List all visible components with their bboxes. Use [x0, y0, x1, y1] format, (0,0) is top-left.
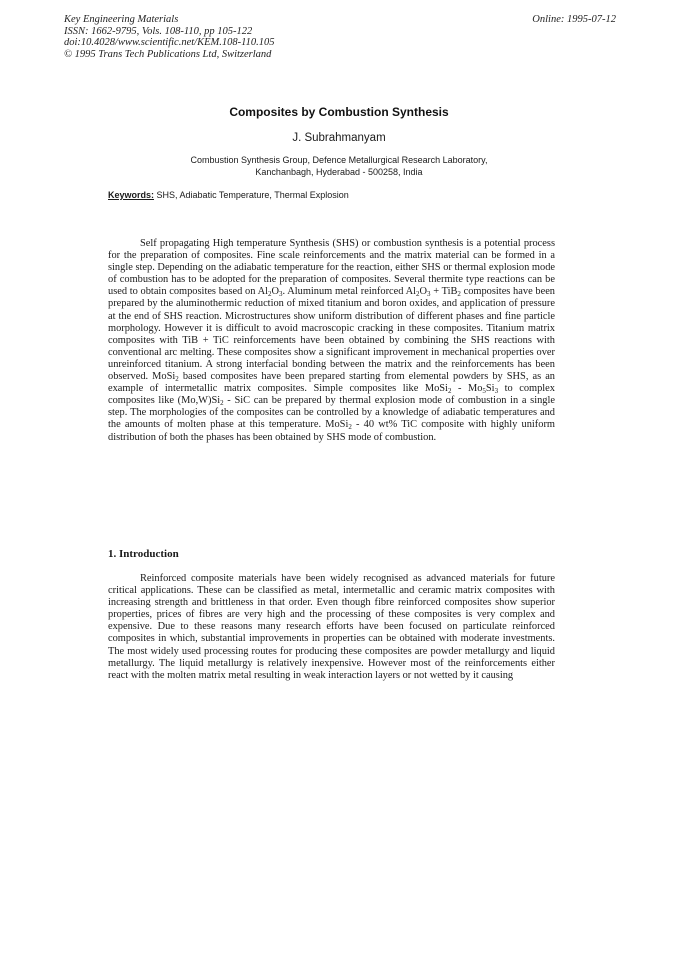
introduction-paragraph: Reinforced composite materials have been widely recognised as advanced materials for future critical applications. These can be classified as metal, intermetallic and ceramic matrix composites with increasing strength and brittleness in that order. Even though fibre reinforced composites show superior properties, prices of fibres are very high and the processing of these composites is very complex and expensive. Due to these reasons many research efforts have been focused on particulate reinforced composites in which, substantial improvements in properties can be obtained with moderate investments. The most widely used processing routes for producing these composites are powder metallurgy and liquid metallurgy. The liquid metallurgy is relatively inexpensive. However most of the reinforcements either react with the molten matrix metal resulting in weak interaction layers or not wetted by it causing	[108, 573, 555, 681]
journal-header	[64, 14, 274, 60]
paper-title: Composites by Combustion Synthesis	[229, 105, 449, 119]
doi-line[interactable]: doi:10.4028/www.scientific.net/KEM.108-110.105	[64, 37, 275, 48]
keywords-text: SHS, Adiabatic Temperature, Thermal Explosion	[156, 190, 349, 200]
section-heading-introduction: 1. Introduction	[108, 548, 179, 560]
affiliation-line-2: Kanchanbagh, Hyderabad - 500258, India	[255, 167, 423, 177]
abstract: Self propagating High temperature Synthesis (SHS) or combustion synthesis is a potential process for the preparation of composites. Fine scale reinforcements and the matrix material can be formed in a single step. Depending on the adiabatic temperature for the reaction, either SHS or thermal explosion mode of combustion has to be adopted for the preparation of composites. Several thermite type reactions can be used to obtain composites based on $Al_2O_3$. Aluminum metal reinforced $Al_2O_3 + TiB_2$ composites have been prepared by the aluminothermic reduction of mixed titanium and boron oxides, and application of pressure at the end of SHS reaction. Microstructures show uniform distribution of different phases and fine particle morphology. However it is difficult to avoid macroscopic cracking in these composites. Titanium matrix composites with TiB + TiC reinforcements have been obtained by combining the SHS reactions with conventional arc melting. These composites show a significant improvement in mechanical properties over unreinforced titanium. A strong interfacial bonding between the matrix and the reinforcements has been observed. MoSi$_2$ based composites have been prepared starting from elemental powders by SHS, as an example of intermetallic matrix composites. Simple composites like MoSi$_2$ - $Mo_5Si_3$ to complex composites like $(Mo,W)Si_2$ - SiC can be prepared by thermal explosion mode of combustion in a single step. The morphologies of the composites can be controlled by a knowledge of adiabatic temperatures and the amounts of molten phase at this temperature. MoSi$_2$ - 40 wt% TiC composite with highly uniform distribution of both the phases has been obtained by SHS mode of combustion.	[108, 238, 556, 443]
author-name: J. Subrahmanyam	[292, 132, 386, 144]
keywords	[108, 190, 349, 200]
journal-name: Key Engineering Materials	[64, 14, 179, 25]
keywords-label: Keywords:	[108, 190, 155, 200]
affiliation	[0, 154, 678, 178]
issn-line: ISSN: 1662-9795, Vols. 108-110, pp 105-122	[64, 25, 253, 37]
affiliation-line-1: Combustion Synthesis Group, Defence Metallurgical Research Laboratory,	[190, 155, 488, 165]
copyright-line: © 1995 Trans Tech Publications Ltd, Switzerland	[64, 48, 272, 60]
online-date: Online: 1995-07-12	[532, 14, 616, 25]
